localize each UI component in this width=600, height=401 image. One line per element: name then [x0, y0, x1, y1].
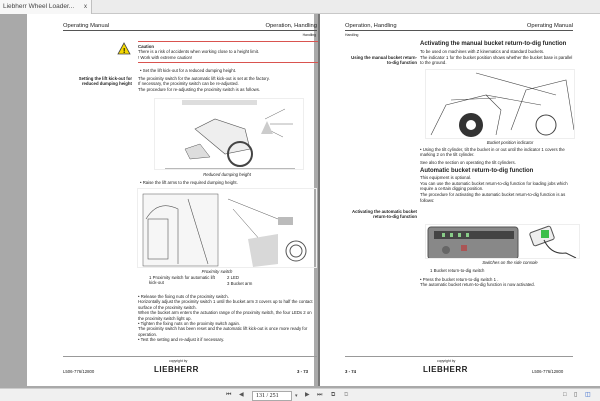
last-page-icon[interactable]: ⏭ [317, 392, 323, 398]
header-sub: Handling [302, 33, 316, 37]
bullet-text: • Set the lift kick-out for a reduced dumping height. [140, 68, 237, 73]
side-heading: Setting the lift kick-out for reduced dumping height [78, 76, 132, 87]
document-viewer[interactable] [0, 14, 600, 388]
page-dropdown-icon[interactable]: ▾ [295, 393, 298, 399]
header-right: Operation, Handling [265, 23, 317, 29]
bullet-text: • Test the setting and re-adjust it if necessary. [138, 337, 225, 343]
paragraph: The proximity switch for the automatic lift kick-out is set at the factory. [138, 76, 270, 81]
caution-box [138, 41, 318, 63]
paragraph: The procedure for activating the automatic bucket return-to-dig function is as follows: [420, 192, 566, 203]
legend-item: 1 Proximity switch for automatic lift kick-out [149, 275, 215, 286]
paragraph: The procedure for re-adjusting the proximity switch is as follows. [138, 86, 261, 92]
figure-caption: Reduced dumping height [203, 172, 251, 177]
side-heading: Using the manual bucket return-to-dig function [351, 55, 417, 66]
copy-icon[interactable]: ⧉ [344, 392, 349, 398]
page-header [345, 24, 573, 31]
bottom-toolbar [0, 388, 600, 401]
single-page-view-icon[interactable]: □ [563, 392, 567, 398]
figure-caption: Switches on the side console [482, 260, 538, 265]
header-left: Operation, Handling [345, 23, 397, 29]
liebherr-logo: LIEBHERR [423, 365, 468, 374]
rotate-icon[interactable]: ⧉ [331, 392, 336, 398]
dumping-height-illustration [154, 98, 304, 170]
caution-text: There is a risk of accidents when working close to a height limit. [138, 49, 260, 55]
side-console-illustration [425, 224, 580, 259]
next-page-icon[interactable]: ▶ [305, 392, 310, 398]
header-right: Operating Manual [526, 23, 573, 29]
bullet-text: • Using the tilt cylinder, tilt the bucket in or out until the indicator 1 covers the marking 2 on the tilt cylinder. [420, 147, 565, 158]
legend-item: 3 Bucket arm [227, 281, 253, 286]
continuous-view-icon[interactable]: ▯ [574, 392, 578, 398]
paragraph: This equipment is optional. [420, 175, 472, 181]
paragraph: The indicator 1 for the bucket position shows whether the bucket base is parallel to the ground. [420, 55, 573, 66]
caution-title: Caution [138, 44, 154, 49]
paragraph: You can use the automatic bucket return-to-dig function for loading jobs which require a certain digging position. [420, 180, 568, 192]
bullet-text: • Tighten the fixing nuts on the proximity switch again. [138, 321, 241, 327]
legend-item: 1 Bucket return-to-dig switch [430, 268, 485, 273]
paragraph: The proximity switch has been reset and the automatic lift kick-out is once more ready for operation. [138, 326, 308, 337]
page-number-input[interactable]: 131 / 251 [252, 391, 292, 401]
previous-page-icon[interactable]: ◀ [239, 392, 244, 398]
footer-divider [63, 356, 317, 357]
paragraph: See also the section on operating the tilt cylinders. [420, 159, 516, 165]
paragraph: Horizontally adjust the proximity switch 1 until the bucket arm 3 covers up to half the contact surface of the proximity switch. [138, 299, 313, 310]
caution-action: ! Work with extreme caution! [138, 54, 193, 60]
footer-divider [345, 356, 573, 357]
page-number: 3 - 74 [345, 369, 356, 374]
legend-item: 2 LED [227, 275, 239, 280]
first-page-icon[interactable]: ⏮ [226, 392, 232, 398]
warning-icon [117, 42, 131, 55]
proximity-switch-illustration [137, 188, 317, 268]
figure-caption: Proximity switch [201, 269, 233, 274]
section-heading: Automatic bucket return-to-dig function [420, 168, 534, 175]
document-code: L506-776/12800 [532, 369, 564, 374]
close-tab-icon[interactable]: x [84, 4, 87, 10]
bullet-text: • Release the fixing nuts of the proximity switch. [138, 294, 229, 299]
paragraph: To be used on machines with Z kinematics and standard buckets. [420, 49, 545, 54]
side-heading: Activating the automatic bucket return-to-dig function [352, 209, 417, 220]
liebherr-logo: LIEBHERR [154, 365, 199, 374]
section-heading: Activating the manual bucket return-to-dig function [420, 41, 567, 47]
page-left [27, 14, 317, 386]
copyright: copyright by [437, 359, 456, 363]
page-right [318, 14, 600, 386]
tab-title: Liebherr Wheel Loader... [3, 3, 75, 10]
document-code: L506-776/12800 [63, 369, 95, 374]
bullet-text: • Raise the lift arms to the required dumping height. [140, 180, 238, 185]
header-left: Operating Manual [63, 23, 110, 29]
header-sub: Handling [345, 33, 359, 37]
tab-bar [0, 0, 600, 14]
two-page-view-icon[interactable]: ◫ [585, 392, 591, 398]
document-tab[interactable] [0, 0, 92, 14]
copyright: copyright by [169, 359, 188, 363]
paragraph: If necessary, the proximity switch can be re-adjusted. [138, 81, 239, 87]
bucket-position-illustration [425, 69, 575, 139]
bullet-text: • Press the bucket return-to-dig switch 1 . [420, 277, 499, 282]
page-header [63, 24, 317, 31]
paragraph: The automatic bucket return-to-dig function is now activated. [420, 282, 535, 288]
page-number: 3 - 73 [297, 369, 308, 374]
figure-caption: Bucket position indicator [486, 140, 534, 145]
svg-text:!: ! [123, 48, 126, 55]
paragraph: When the bucket arm enters the actuation range of the proximity switch, the four LEDs 2 on the proximity switch light up. [138, 310, 312, 321]
